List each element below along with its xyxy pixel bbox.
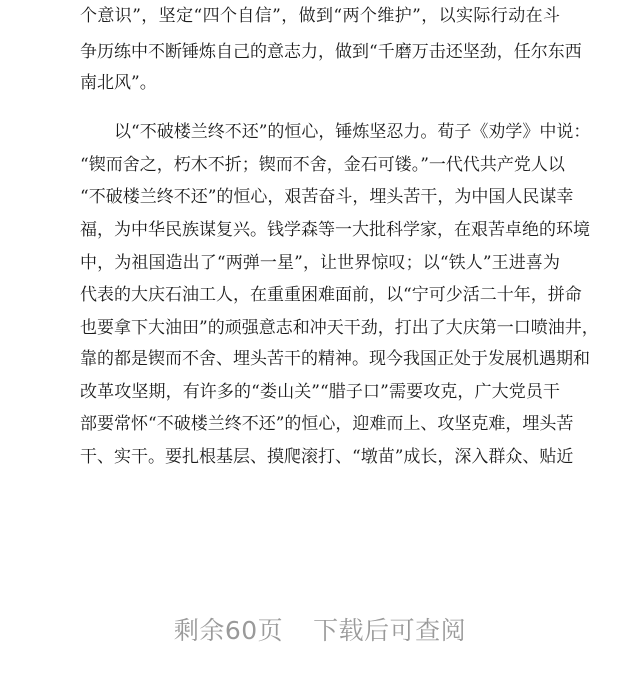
text-line: 也要拿下大油田”的顽强意志和冲天干劲，打出了大庆第一口喷油井，	[80, 318, 599, 338]
text-line: 争历练中不断锤炼自己的意志力，做到“千磨万击还坚劲，任尔东西	[80, 42, 582, 62]
text-line: 干、实干。要扎根基层、摸爬滚打、“墩苗”成长，深入群众、贴近	[80, 447, 574, 467]
text-line: 南北风”。	[80, 73, 157, 93]
text-line: 以“不破楼兰终不还”的恒心，锤炼坚忍力。荀子《劝学》中说：	[114, 122, 591, 142]
text-line: 代表的大庆石油工人，在重重困难面前，以“宁可少活二十年，拼命	[80, 285, 582, 305]
text-line: 部要常怀“不破楼兰终不还”的恒心，迎难而上、攻坚克难，埋头苦	[80, 414, 574, 434]
text-line: 中，为祖国造出了“两弹一星”，让世界惊叹；以“铁人”王进喜为	[80, 253, 560, 273]
text-line: “不破楼兰终不还”的恒心，艰苦奋斗，埋头苦干，为中国人民谋幸	[80, 187, 574, 207]
text-line: 靠的都是锲而不舍、埋头苦干的精神。现今我国正处于发展机遇期和	[80, 349, 590, 369]
text-line: “锲而舍之，朽木不折；锲而不舍，金石可镂。”一代代共产党人以	[80, 155, 565, 175]
remaining-pages-label: 剩余60页	[173, 616, 284, 645]
text-line: 改革攻坚期，有许多的“娄山关”“腊子口”需要攻克，广大党员干	[80, 382, 560, 402]
download-to-read-label[interactable]: 下载后可查阅	[313, 616, 467, 645]
text-line: 个意识”，坚定“四个自信”，做到“两个维护”，以实际行动在斗	[80, 6, 560, 26]
text-line: 福，为中华民族谋复兴。钱学森等一大批科学家，在艰苦卓绝的环境	[80, 220, 590, 240]
download-prompt-banner[interactable]	[0, 611, 640, 651]
